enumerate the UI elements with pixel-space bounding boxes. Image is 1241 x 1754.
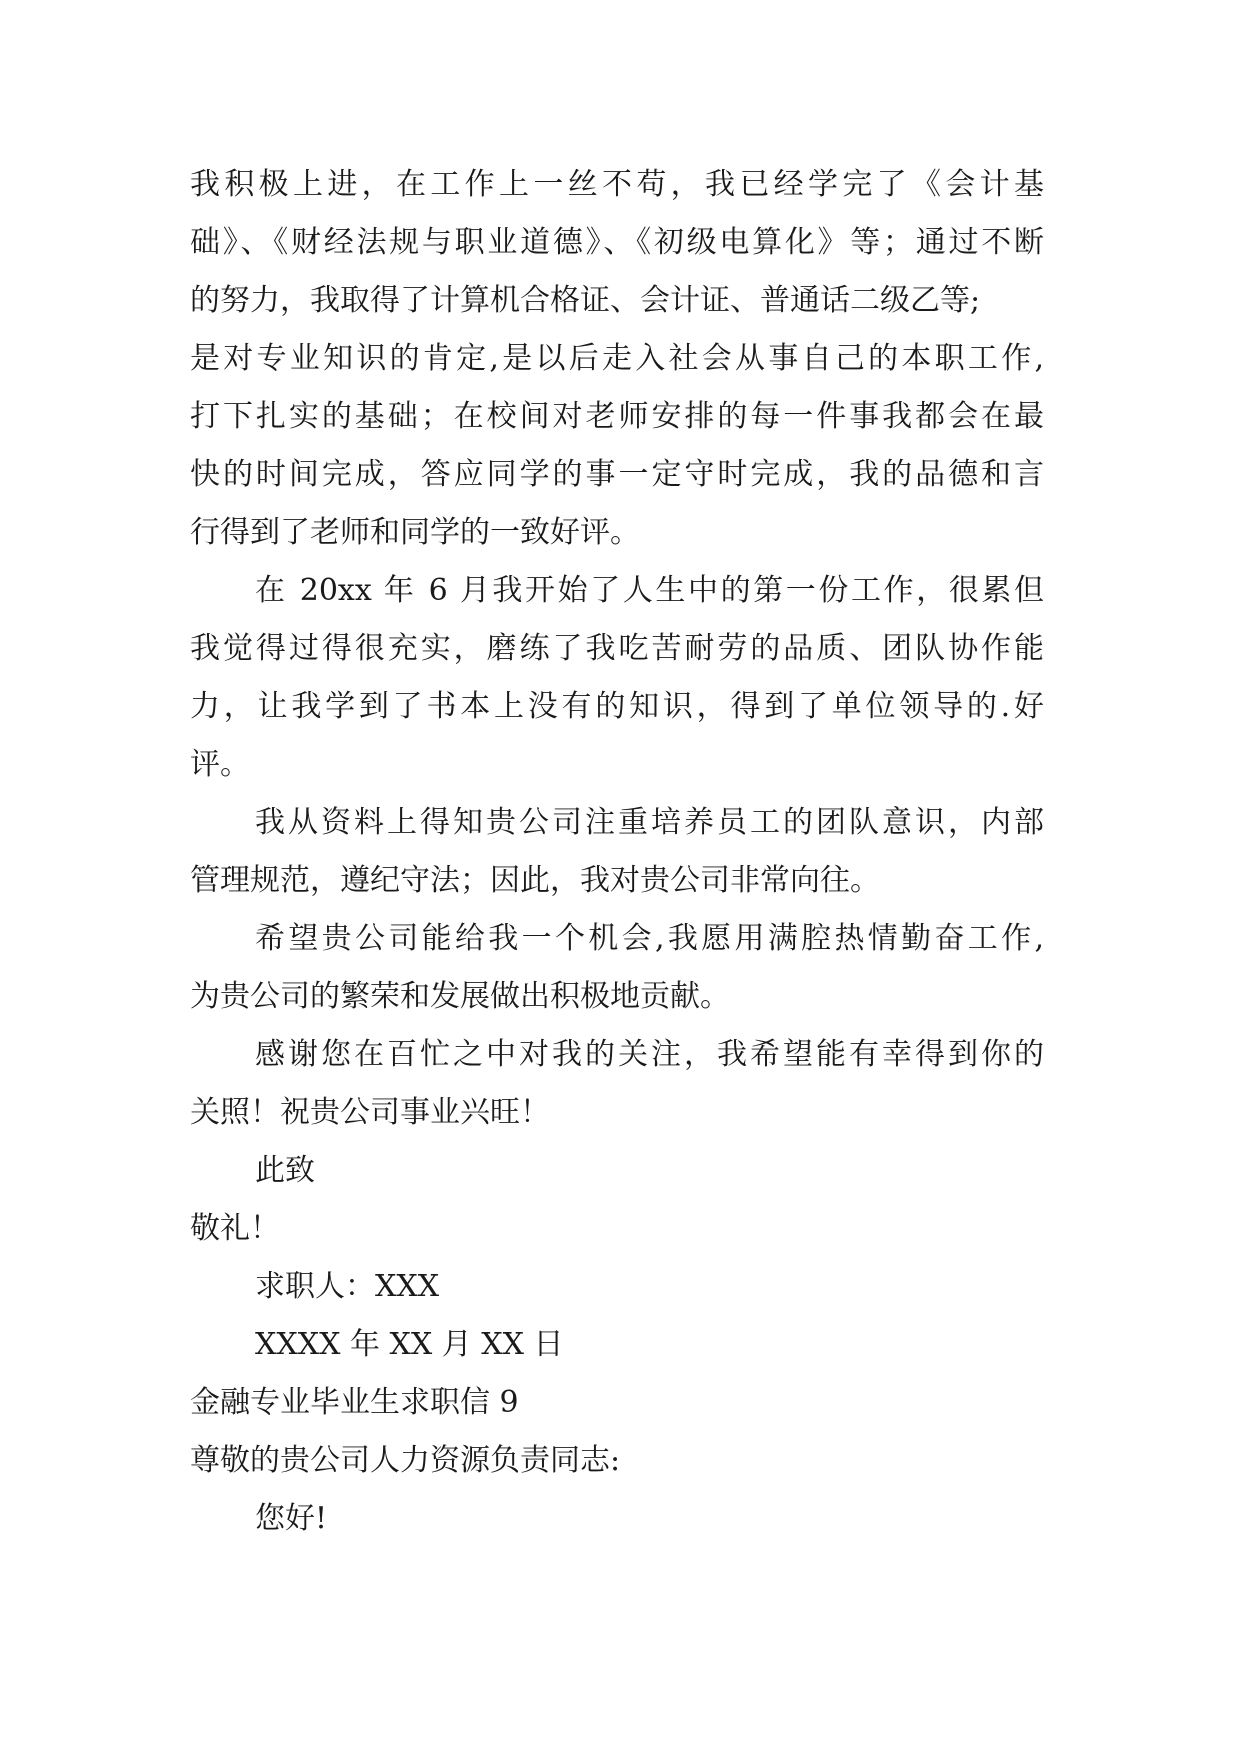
- paragraph-line: 我从资料上得知贵公司注重培养员工的团队意识，内部: [255, 805, 1044, 840]
- paragraph-line: 为贵公司的繁荣和发展做出积极地贡献。: [190, 979, 730, 1014]
- paragraph-line: 打下扎实的基础；在校间对老师安排的每一件事我都会在最: [190, 399, 1044, 434]
- paragraph-line: 关照！祝贵公司事业兴旺！: [190, 1095, 550, 1130]
- addressee-line: 尊敬的贵公司人力资源负责同志:: [190, 1443, 621, 1478]
- paragraph-line: 力，让我学到了书本上没有的知识，得到了单位领导的.好: [190, 689, 1044, 724]
- paragraph-line: 希望贵公司能给我一个机会,我愿用满腔热情勤奋工作,: [255, 921, 1044, 956]
- paragraph-line: 我积极上进，在工作上一丝不苟，我已经学完了《会计基: [190, 167, 1044, 202]
- paragraph-line: 在 20xx 年 6 月我开始了人生中的第一份工作，很累但: [255, 573, 1044, 608]
- letter-title: 金融专业毕业生求职信 9: [190, 1385, 519, 1420]
- greeting-line: 您好!: [255, 1501, 328, 1536]
- paragraph-line: 的努力，我取得了计算机合格证、会计证、普通话二级乙等;: [190, 283, 981, 318]
- salutation-line: 敬礼！: [190, 1211, 280, 1246]
- date-line: XXXX 年 XX 月 XX 日: [255, 1327, 564, 1362]
- paragraph-line: 是对专业知识的肯定,是以后走入社会从事自己的本职工作,: [190, 341, 1044, 376]
- paragraph-line: 管理规范，遵纪守法；因此，我对贵公司非常向往。: [190, 863, 880, 898]
- paragraph-line: 行得到了老师和同学的一致好评。: [190, 515, 640, 550]
- paragraph-line: 快的时间完成，答应同学的事一定守时完成，我的品德和言: [190, 457, 1044, 492]
- paragraph-line: 我觉得过得很充实，磨练了我吃苦耐劳的品质、团队协作能: [190, 631, 1044, 666]
- closing-line: 此致: [255, 1153, 315, 1188]
- signature-line: 求职人：XXX: [255, 1269, 440, 1304]
- paragraph-line: 感谢您在百忙之中对我的关注，我希望能有幸得到你的: [255, 1037, 1044, 1072]
- paragraph-line: 评。: [190, 747, 250, 782]
- paragraph-line: 础》、《财经法规与职业道德》、《初级电算化》等；通过不断: [190, 225, 1044, 260]
